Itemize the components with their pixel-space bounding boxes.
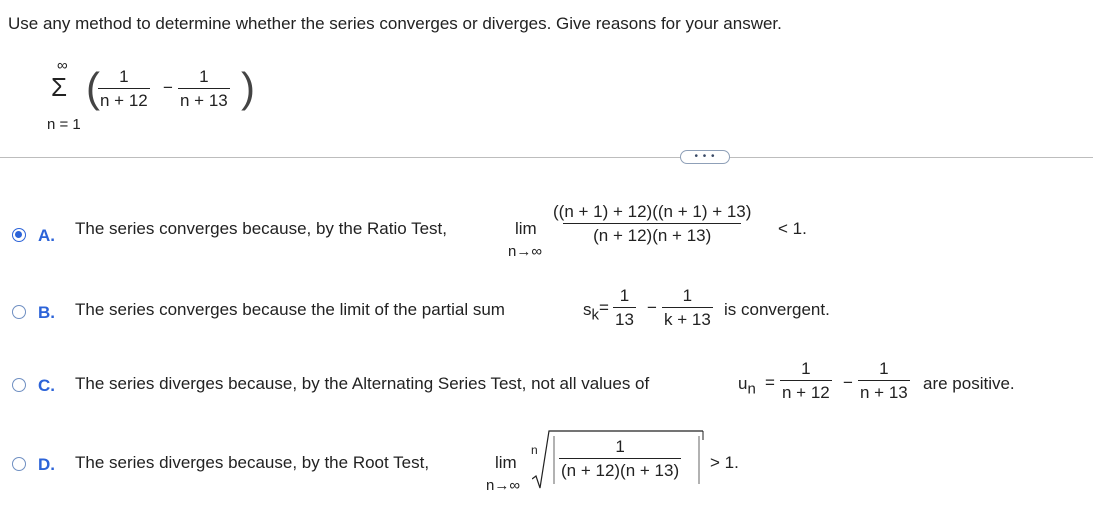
fraction-numerator: 1 xyxy=(619,286,630,305)
sigma-symbol: Σ xyxy=(51,72,68,102)
fraction-denominator: n + 13 xyxy=(858,380,910,401)
fraction-denominator: n + 13 xyxy=(178,88,230,109)
ratio-fraction xyxy=(551,203,753,244)
fraction-denominator: 13 xyxy=(613,307,636,328)
partial-sum-fraction-1 xyxy=(613,287,636,328)
option-a-text: The series converges because, by the Ratio Test, xyxy=(75,219,447,238)
option-d-radio[interactable] xyxy=(12,457,26,471)
term-symbol xyxy=(738,374,756,397)
minus-sign: − xyxy=(843,373,853,392)
equals-sign: = xyxy=(765,373,775,392)
option-c-letter[interactable]: C. xyxy=(38,376,55,395)
equals-sign: = xyxy=(599,298,609,317)
limit-subscript: n→∞ xyxy=(486,477,521,494)
fraction-numerator: 1 xyxy=(119,67,129,86)
fraction-numerator: 1 xyxy=(615,437,625,456)
fraction-numerator: 1 xyxy=(682,286,693,305)
series-term2-fraction xyxy=(178,68,230,109)
sum-upper-limit: ∞ xyxy=(57,57,68,74)
option-b-radio[interactable] xyxy=(12,305,26,319)
fraction-denominator: n + 12 xyxy=(98,88,150,109)
partial-sum-fraction-2 xyxy=(662,287,713,328)
show-more-button[interactable]: • • • xyxy=(680,150,730,164)
term-subscript: n xyxy=(747,380,756,398)
left-paren: ( xyxy=(86,64,100,111)
right-paren: ) xyxy=(241,64,255,111)
option-a-tail: < 1. xyxy=(778,219,807,238)
root-fraction xyxy=(559,438,681,479)
fraction-numerator: 1 xyxy=(801,359,811,378)
partial-sum-s: s xyxy=(583,300,592,319)
minus-sign: − xyxy=(647,298,657,317)
question-prompt: Use any method to determine whether the series converges or diverges. Give reasons for your answer. xyxy=(8,14,782,33)
term-u: u xyxy=(738,374,748,393)
fraction-denominator: k + 13 xyxy=(662,307,713,328)
option-b-text: The series converges because the limit of the partial sum xyxy=(75,300,505,319)
option-c-radio[interactable] xyxy=(12,378,26,392)
fraction-numerator: 1 xyxy=(879,359,889,378)
fraction-numerator: 1 xyxy=(199,67,209,86)
fraction-numerator: ((n + 1) + 12)((n + 1) + 13) xyxy=(553,202,752,221)
minus-sign: − xyxy=(163,78,173,97)
partial-sum-symbol xyxy=(583,300,599,323)
limit-label: lim xyxy=(495,453,517,472)
option-b-letter[interactable]: B. xyxy=(38,303,55,322)
limit-label: lim xyxy=(515,219,537,238)
option-d-text: The series diverges because, by the Root Test, xyxy=(75,453,430,472)
series-term1-fraction xyxy=(98,68,150,109)
limit-subscript: n→∞ xyxy=(508,243,543,260)
term-fraction-2 xyxy=(858,360,910,401)
option-d-tail: > 1. xyxy=(710,453,739,472)
option-c-tail: are positive. xyxy=(923,374,1015,393)
partial-sum-subscript: k xyxy=(591,306,599,324)
fraction-denominator: n + 12 xyxy=(780,380,832,401)
section-divider xyxy=(0,157,1093,158)
option-a-radio[interactable] xyxy=(12,228,26,242)
option-a-letter[interactable]: A. xyxy=(38,226,55,245)
term-fraction-1 xyxy=(780,360,832,401)
fraction-denominator: (n + 12)(n + 13) xyxy=(559,458,681,479)
root-index: n xyxy=(531,443,538,457)
option-b-tail: is convergent. xyxy=(724,300,830,319)
option-c-text: The series diverges because, by the Alternating Series Test, not all values of xyxy=(75,374,650,393)
option-d-letter[interactable]: D. xyxy=(38,455,55,474)
fraction-denominator: (n + 12)(n + 13) xyxy=(563,223,741,244)
sum-lower-limit: n = 1 xyxy=(47,116,81,133)
